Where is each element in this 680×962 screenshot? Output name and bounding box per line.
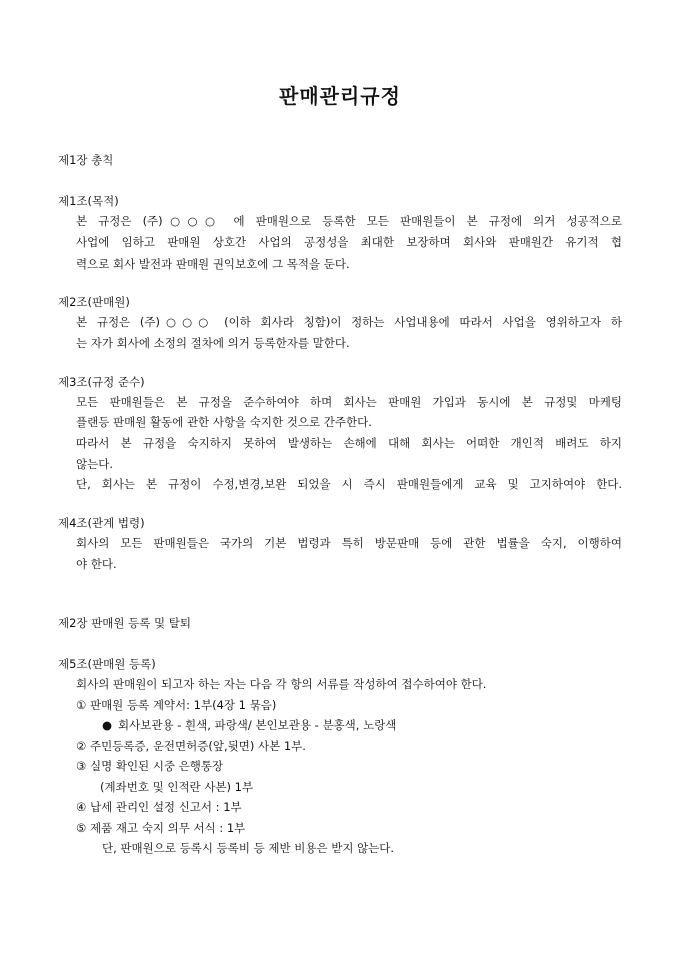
article-1-line-3: 력으로 회사 발전과 판매원 권익보호에 그 목적을 둔다. <box>76 257 350 271</box>
article-3-line-4: 않는다. <box>76 457 113 471</box>
article-5-item-2: ② 주민등록증, 운전면허증(앞,뒷면) 사본 1부. <box>76 739 306 753</box>
article-5-item-5: ⑤ 제품 재고 숙지 의무 서식 : 1부 <box>76 821 246 835</box>
article-3-line-2: 플랜등 판매원 활동에 관한 사항을 숙지한 것으로 간주한다. <box>76 415 372 429</box>
document-title: 판매관리규정 <box>279 84 401 108</box>
article-3-line-1: 모든 판매원들은 본 규정을 준수하여야 하며 회사는 판매원 가입과 동시에 본 규정및 마케팅 <box>76 395 622 409</box>
article-1-line-2: 사업에 임하고 판매원 상호간 사업의 공정성을 최대한 보장하며 회사와 판매원간 유기적 협 <box>76 235 622 249</box>
article-1-heading: 제1조(목적) <box>58 194 119 208</box>
article-3-heading: 제3조(규정 준수) <box>58 375 145 389</box>
chapter-1-heading: 제1장 총칙 <box>58 153 114 167</box>
article-2-line-2: 는 자가 회사에 소정의 절차에 의거 등록한자를 말한다. <box>76 336 350 350</box>
article-2-heading: 제2조(판매원) <box>58 295 130 309</box>
article-3-line-5: 단, 회사는 본 규정이 수정,변경,보완 되었을 시 즉시 판매원들에게 교육 및 고지하여야 한다. <box>76 477 622 491</box>
article-5-line-1: 회사의 판매원이 되고자 하는 자는 다음 각 항의 서류를 작성하여 접수하여야 한다. <box>76 677 487 691</box>
article-5-item-3-sub: (계좌번호 및 인적란 사본) 1부 <box>100 780 254 794</box>
article-5-item-3: ③ 실명 확인된 시중 은행통장 <box>76 759 224 773</box>
article-5-note: 단, 판매원으로 등록시 등록비 등 제반 비용은 받지 않는다. <box>102 841 395 855</box>
bullet-icon: ● <box>102 718 113 732</box>
article-4-line-1: 회사의 모든 판매원들은 국가의 기본 법령과 특히 방문판매 등에 관한 법률을 숙지, 이행하여 <box>76 536 622 550</box>
article-2-line-1: 본 규정은 (주)○○○ (이하 회사라 칭함)이 정하는 사업내용에 따라서 사업을 영위하고자 하 <box>76 315 622 329</box>
article-5-item-1-sub <box>102 717 396 733</box>
article-3-line-3: 따라서 본 규정을 숙지하지 못하여 발생하는 손해에 대해 회사는 어떠한 개인적 배려도 하지 <box>76 436 622 450</box>
article-5-item-1: ① 판매원 등록 계약서: 1부(4장 1 묶음) <box>76 698 277 712</box>
article-5-item-1-sub-text: 회사보관용 - 흰색, 파랑색/ 본인보관용 - 분홍색, 노랑색 <box>118 718 397 732</box>
article-4-line-2: 야 한다. <box>76 557 117 571</box>
article-1-line-1: 본 규정은 (주)○○○ 에 판매원으로 등록한 모든 판매원들이 본 규정에 의거 성공적으로 <box>76 214 622 228</box>
chapter-2-heading: 제2장 판매원 등록 및 탈퇴 <box>58 616 192 630</box>
article-4-heading: 제4조(관계 법령) <box>58 516 145 530</box>
article-5-item-4: ④ 납세 관리인 설정 신고서 : 1부 <box>76 800 242 814</box>
article-5-heading: 제5조(판매원 등록) <box>58 657 156 671</box>
